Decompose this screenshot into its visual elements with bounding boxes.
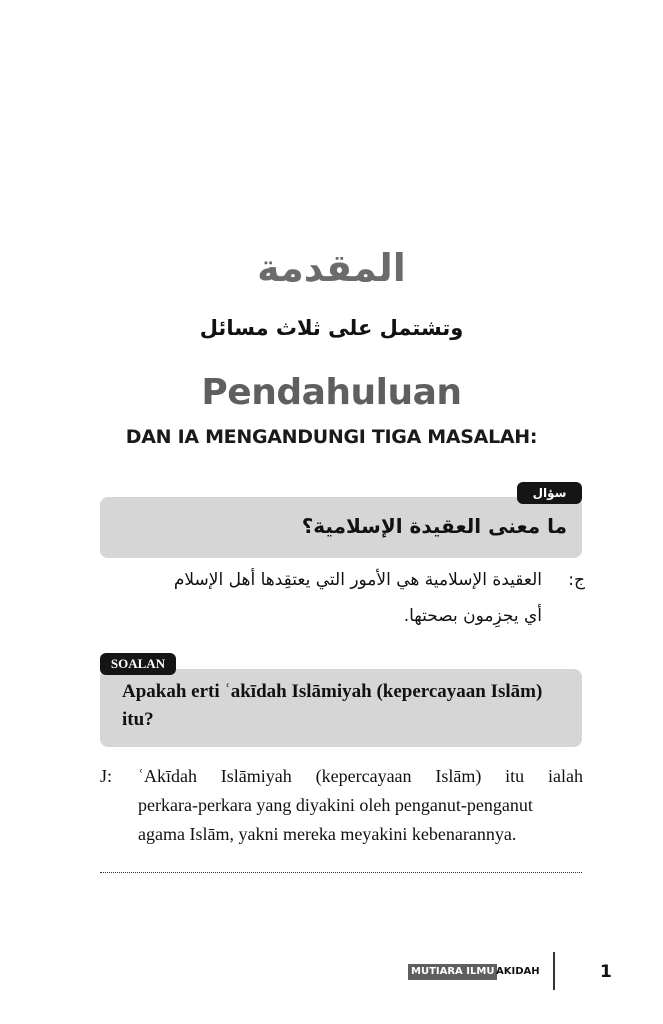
arabic-answer-line-1: العقيدة الإسلامية هي الأمور التي يعتقِدها أهل الإسلام	[173, 570, 542, 590]
malay-question-text: Apakah erti ʿakīdah Islāmiyah (kepercayaan Islām) itu?	[122, 681, 543, 730]
arabic-question-text: ما معنى العقيدة الإسلامية؟	[301, 514, 567, 538]
arabic-answer-marker: ج:	[568, 570, 585, 590]
footer-divider	[553, 952, 555, 990]
footer-brand: MUTIARA ILMU	[408, 964, 497, 980]
malay-question-tag: SOALAN	[100, 653, 176, 675]
chapter-title: Pendahuluan	[201, 372, 462, 413]
page-number: 1	[600, 962, 612, 982]
malay-answer-rest: perkara-perkara yang diyakini oleh penganut-penganut agama Islām, yakni mereka meyakini kebenarannya.	[138, 795, 533, 844]
arabic-question-tag: سؤال	[517, 482, 582, 504]
arabic-answer-line-2: أي يجزِمون بصحتها.	[403, 606, 542, 626]
malay-answer	[138, 762, 583, 849]
chapter-subtitle: DAN IA MENGANDUNGI TIGA MASALAH:	[125, 426, 538, 448]
arabic-chapter-subtitle: وتشتمل على ثلاث مسائل	[199, 316, 464, 340]
malay-answer-marker: J:	[100, 766, 113, 786]
malay-answer-line-1: ʿAkīdah Islāmiyah (kepercayaan Islām) itu ialah	[138, 766, 583, 786]
arabic-chapter-title: المقدمة	[257, 246, 406, 290]
arabic-answer	[130, 562, 542, 634]
footer-section-label: AKIDAH	[496, 966, 540, 977]
section-divider	[100, 872, 582, 873]
